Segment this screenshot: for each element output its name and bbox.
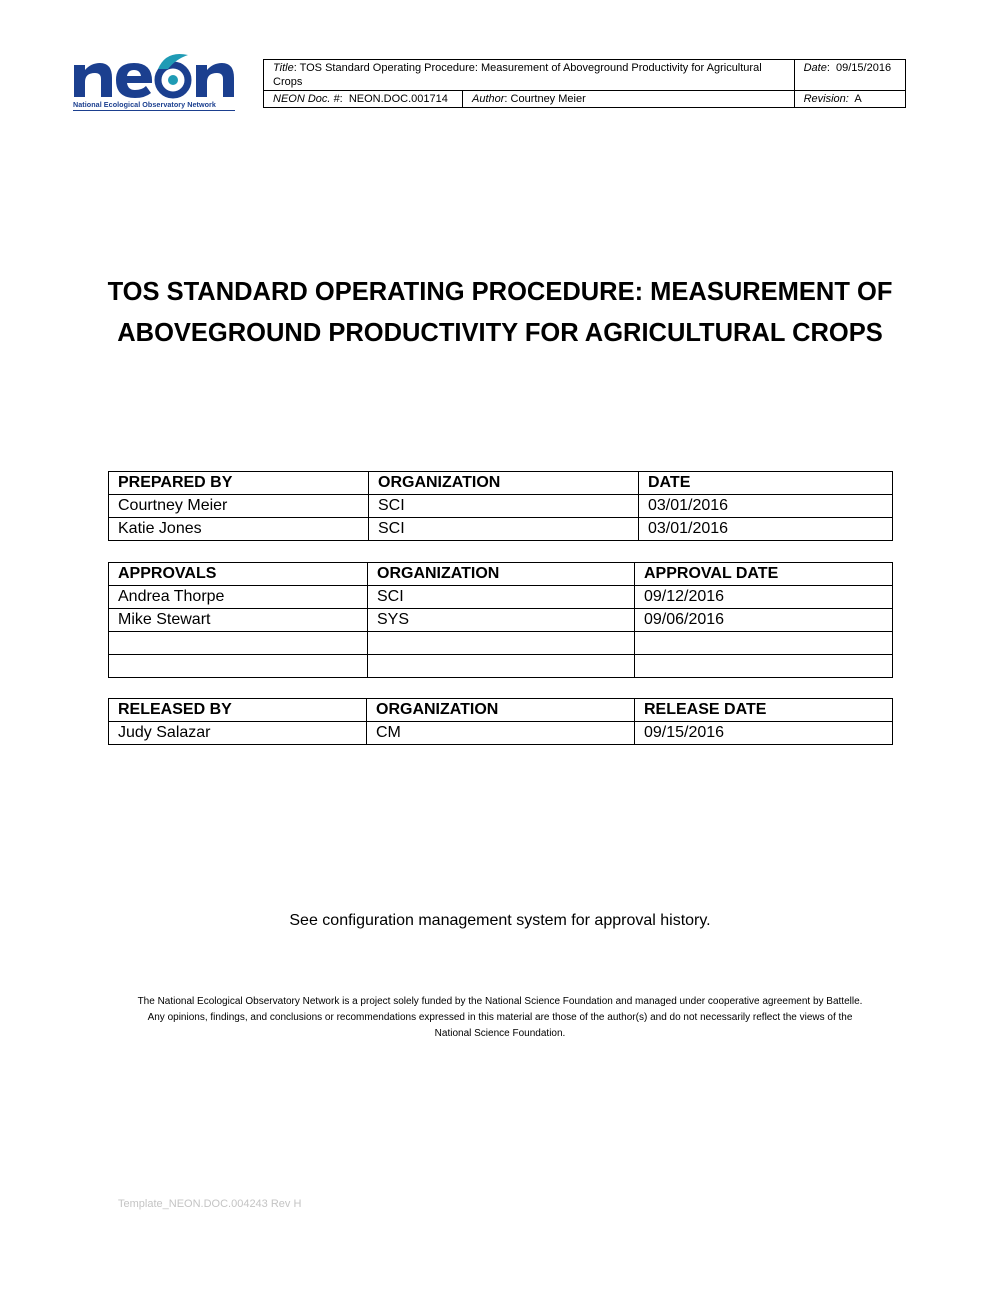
funding-line: Any opinions, findings, and conclusions or recommendations expressed in this material are those of the author(s) and do not necessarily reflect the views of the [147, 1012, 853, 1023]
release-date: 09/15/2016 [635, 722, 893, 745]
prepared-by-table [108, 471, 893, 541]
released-by-header: RELEASED BY [109, 699, 367, 722]
funding-line: National Science Foundation. [434, 1028, 566, 1039]
header-doc-label: NEON Doc. # [273, 93, 340, 105]
approvals-header: APPROVALS [109, 563, 368, 586]
table-row [109, 609, 893, 632]
approval-date: 09/06/2016 [635, 609, 893, 632]
prepared-date: 03/01/2016 [639, 518, 893, 541]
prepared-date: 03/01/2016 [639, 495, 893, 518]
approvals-org-header: ORGANIZATION [368, 563, 635, 586]
approver-org: SYS [368, 609, 635, 632]
funding-disclaimer [110, 994, 890, 1042]
prepared-name: Courtney Meier [109, 495, 369, 518]
logo-underline [73, 110, 235, 111]
header-author-value: Courtney Meier [510, 93, 586, 105]
document-header-table [263, 59, 906, 108]
releaser-org: CM [367, 722, 635, 745]
header-title-cell: Title: TOS Standard Operating Procedure: Measurement of Aboveground Productivity for Agricultural Crops [264, 60, 795, 91]
prepared-org: SCI [369, 495, 639, 518]
document-title: TOS STANDARD OPERATING PROCEDURE: MEASUREMENT OF ABOVEGROUND PRODUCTIVITY FOR AGRICULTURAL CROPS [107, 278, 893, 347]
prepared-date-header: DATE [639, 472, 893, 495]
header-title-label: Title [273, 62, 294, 74]
table-row [109, 722, 893, 745]
approvals-table [108, 562, 893, 678]
header-revision-cell [794, 91, 905, 108]
header-date-value: 09/15/2016 [836, 62, 892, 74]
template-id-footer: Template_NEON.DOC.004243 Rev H [118, 1198, 302, 1210]
header-doc-cell: NEON Doc. #: NEON.DOC.001714 [264, 91, 463, 108]
table-row [109, 495, 893, 518]
approver-org [368, 655, 635, 678]
releaser-name: Judy Salazar [109, 722, 367, 745]
approval-history-note: See configuration management system for approval history. [289, 912, 711, 929]
approval-date: 09/12/2016 [635, 586, 893, 609]
header-title-value: TOS Standard Operating Procedure: Measurement of Aboveground Productivity for Agricultural Crops [273, 62, 762, 88]
approver-name: Andrea Thorpe [109, 586, 368, 609]
funding-line: The National Ecological Observatory Network is a project solely funded by the National Science Foundation and managed under cooperative agreement by Battelle. [137, 996, 863, 1007]
released-by-table [108, 698, 893, 745]
prepared-org-header: ORGANIZATION [369, 472, 639, 495]
prepared-name: Katie Jones [109, 518, 369, 541]
logo-tagline: National Ecological Observatory Network [73, 100, 216, 109]
approvals-date-header: APPROVAL DATE [635, 563, 893, 586]
header-author-label: Author [472, 93, 505, 105]
prepared-org: SCI [369, 518, 639, 541]
header-revision-label: Revision: [803, 93, 849, 105]
approval-date [635, 632, 893, 655]
header-author-cell: Author: Courtney Meier [463, 91, 795, 108]
header-date-cell: Date: 09/15/2016 [794, 60, 905, 91]
approval-date [635, 655, 893, 678]
prepared-by-header: PREPARED BY [109, 472, 369, 495]
table-row [109, 632, 893, 655]
approver-name: Mike Stewart [109, 609, 368, 632]
header-revision-value: A [854, 93, 862, 105]
table-row [109, 518, 893, 541]
released-date-header: RELEASE DATE [635, 699, 893, 722]
header-doc-value: NEON.DOC.001714 [348, 93, 448, 105]
approver-org: SCI [368, 586, 635, 609]
neon-wordmark-graphic [72, 47, 236, 99]
table-row [109, 586, 893, 609]
table-row [109, 655, 893, 678]
approver-name [109, 655, 368, 678]
approver-name [109, 632, 368, 655]
approver-org [368, 632, 635, 655]
header-date-label: Date [803, 62, 827, 74]
released-org-header: ORGANIZATION [367, 699, 635, 722]
neon-logo [72, 47, 236, 113]
